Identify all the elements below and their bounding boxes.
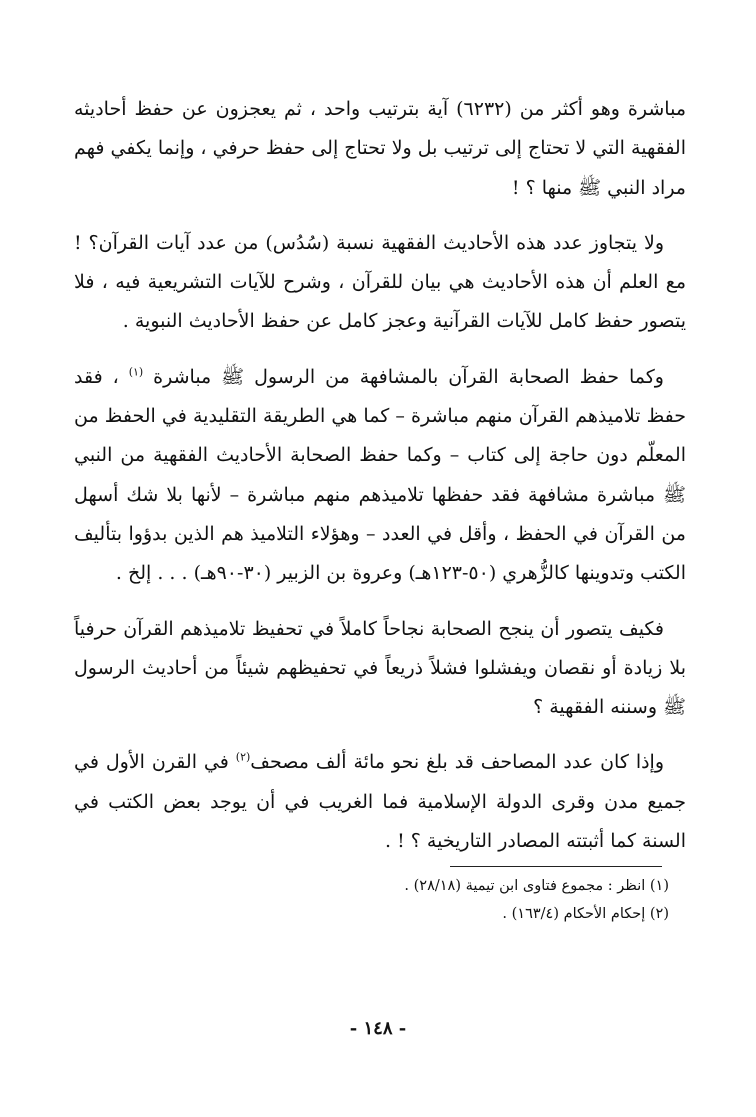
- paragraph-4: [74, 610, 686, 728]
- paragraph-1-text: مباشرة وهو أكثر من (٦٢٣٢) آية بترتيب واحد ، ثم يعجزون عن حفظ أحاديثه الفقهية التي لا تحتاج إلى ترتيب بل ولا تحتاج إلى حفظ حرفي ، وإنما يكفي فهم مراد النبي ﷺ منها ؟ !: [74, 98, 687, 199]
- paragraph-5: [74, 743, 686, 861]
- paragraph-3: [74, 358, 686, 594]
- footnote-1: (١) انظر : مجموع فتاوى ابن تيمية (٢٨/١٨) .: [404, 878, 669, 894]
- main-text: [74, 90, 686, 877]
- paragraph-2-text: ولا يتجاوز عدد هذه الأحاديث الفقهية نسبة (سُدُس) من عدد آيات القرآن؟ ! مع العلم أن هذه الأحاديث هي بيان للقرآن ، وشرح للآيات التشريعية فيه ، فلا يتصور حفظ كامل للآيات القرآنية وعجز كامل عن حفظ الأحاديث النبوية .: [74, 231, 686, 333]
- footnotes: [74, 872, 669, 928]
- footnote-separator: [450, 866, 662, 867]
- paragraph-2: [74, 224, 686, 342]
- paragraph-5-text-a: وإذا كان عدد المصاحف قد بلغ نحو مائة ألف مصحف: [250, 751, 665, 774]
- paragraph-5-text-b: في القرن الأول في جميع مدن وقرى الدولة الإسلامية فما الغريب في أن يوجد بعض الكتب في السنة كما أثبتته المصادر التاريخية ؟ ! .: [74, 751, 686, 853]
- paragraph-3-text-a: وكما حفظ الصحابة القرآن بالمشافهة من الرسول ﷺ مباشرة: [153, 365, 664, 388]
- footnote-ref-1[interactable]: (١): [128, 365, 144, 379]
- paragraph-3-text-b: ، فقد حفظ تلاميذهم القرآن منهم مباشرة – كما هي الطريقة التقليدية في الحفظ من المعلّم دون حاجة إلى كتاب – وكما حفظ الصحابة الأحاديث الفقهية من النبي ﷺ مباشرة مشافهة فقد حفظها تلاميذهم منهم مباشرة – لأنها بلا شك أسهل من القرآن في الحفظ ، وأقل في العدد – وهؤلاء التلاميذ هم الذين بدؤوا بتأليف الكتب وتدوينها كالزُّهري (٥٠-١٢٣هـ) وعروة بن الزبير (٣٠-٩٠هـ) . . . إلخ .: [74, 365, 686, 585]
- paragraph-4-text: فكيف يتصور أن ينجح الصحابة نجاحاً كاملاً في تحفيظ تلاميذهم القرآن حرفياً بلا زيادة أو نقصان ويفشلوا فشلاً ذريعاً في تحفيظهم شيئاً من أحاديث الرسول ﷺ وسننه الفقهية ؟: [74, 617, 686, 719]
- footnote-2: (٢) إحكام الأحكام (١٦٣/٤) .: [502, 906, 669, 922]
- page-number: - ١٤٨ -: [349, 1018, 407, 1039]
- footnote-ref-2[interactable]: (٢): [235, 751, 251, 765]
- paragraph-1: [74, 90, 686, 208]
